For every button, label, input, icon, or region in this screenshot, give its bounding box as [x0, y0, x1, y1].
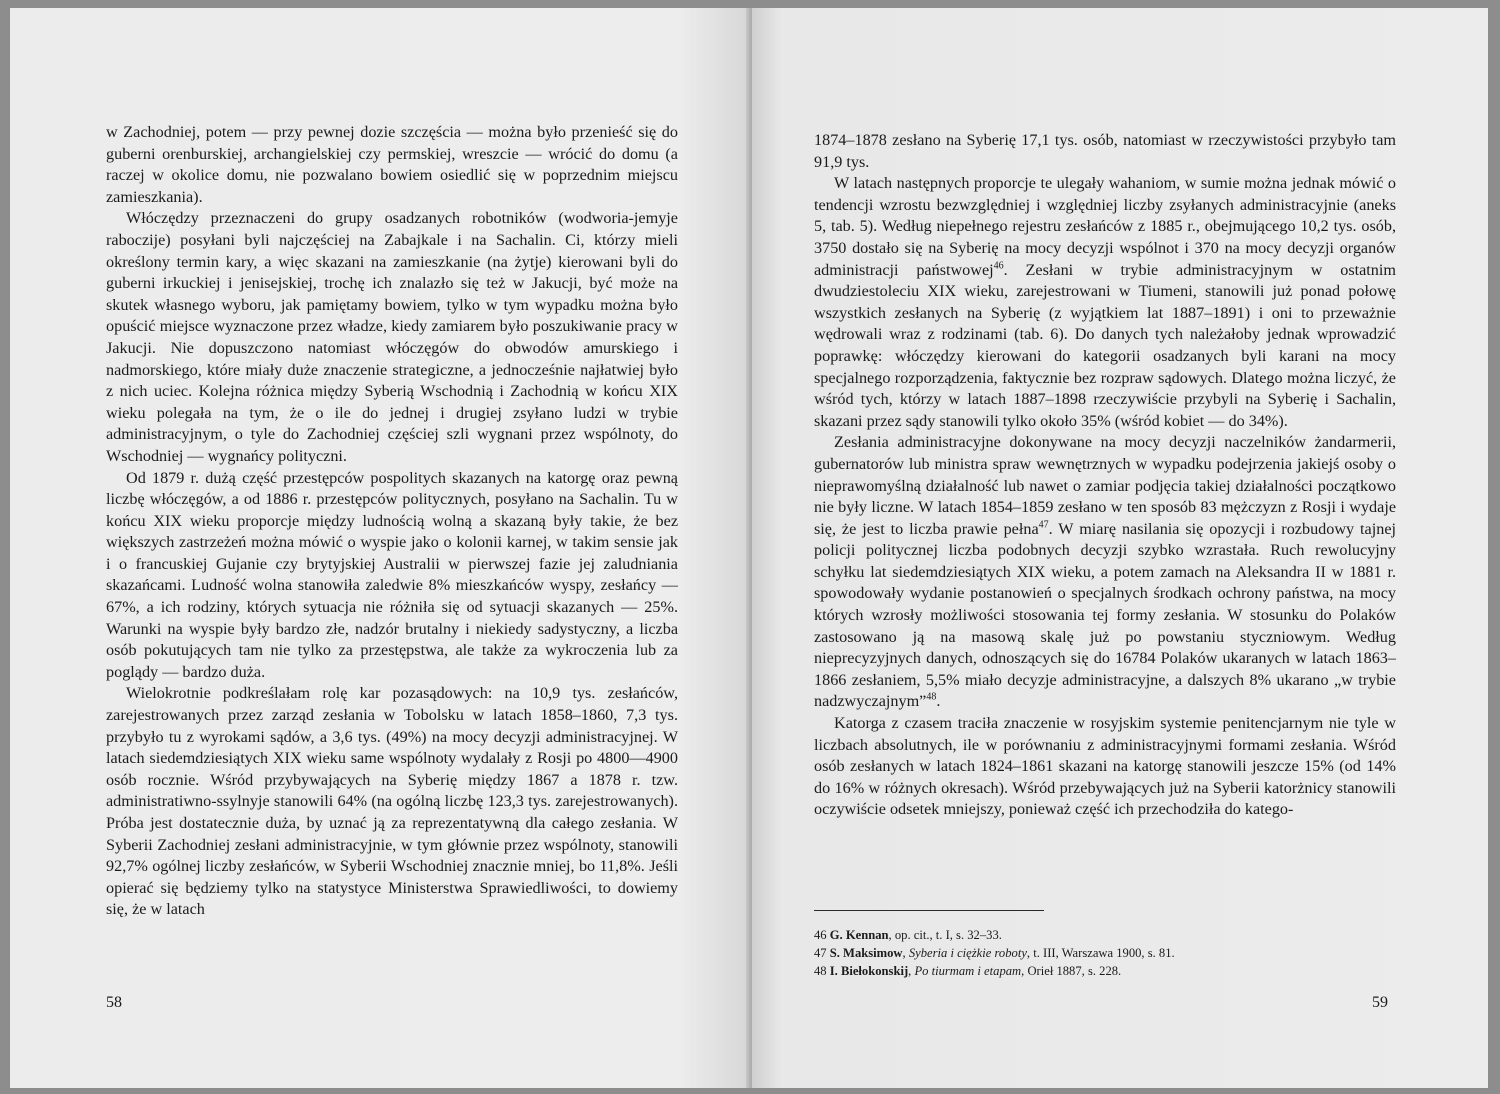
left-page-text	[106, 122, 678, 921]
paragraph-text: W latach następnych proporcje te ulegały wahaniom, w sumie można jednak mówić o tendencji wzrostu bezwzględniej i względniej liczby zsyłanych administracyjnie (aneks 5, tab. 5). Według niepełnego rejestru zesłańców z 1885 r., obejmującego 10,2 tys. osób, 3750 dostało się na Syberię na mocy decyzji wspólnot i 370 na mocy decyzji organów administracji państwowej	[814, 174, 1396, 279]
left-page	[10, 8, 752, 1088]
paragraph-text: . W miarę nasilania się opozycji i rozbudowy tajnej policji politycznej liczba podobnych decyzji szybko wzrastała. Ruch rewolucyjny schyłku lat siedemdziesiątych XIX wieku, a potem zamach na Aleksandra II w 1881 r. spowodowały wydanie postanowień o specjalnych środkach ochrony państwa, na mocy których wzrosły możliwości stosowania tej formy zesłania. W stosunku do Polaków zastosowano ją na masową skalę już po powstaniu styczniowym. Według nieprecyzyjnych danych, odnoszących się do 16784 Polaków ukaranych w latach 1863–1866 zesłaniem, 5,5% miało decyzje administracyjne, a dalszych 8% ukarano „w trybie nadzwyczajnym”	[814, 519, 1396, 711]
footnote-ref: 48	[926, 692, 937, 704]
footnote-title: Syberia i ciężkie roboty	[908, 946, 1027, 960]
footnote-number: 47	[814, 946, 827, 960]
footnote-text: , t. III, Warszawa 1900, s. 81.	[1026, 946, 1175, 960]
paragraph-text: . Zesłani w trybie administracyjnym w ostatnim dwudziestoleciu XIX wieku, zarejestrowani w Tiumeni, stanowili już ponad połowę wszystkich zesłanych na Syberię (z wyjątkiem lat 1887–1891) i oni to przeważnie wędrowali wraz z rodzinami (tab. 6). Do danych tych należałoby jednak wprowadzić poprawkę: włóczędzy kierowani do kategorii osadzanych byli karani na mocy specjalnego rozporządzenia, faktycznie bez rozpraw sądowych. Dlatego można liczyć, że wśród tych, którzy w latach 1887–1898 rzeczywiście przybyli na Syberię i Sachalin, skazani przez sądy stanowili tylko około 35% (wśród kobiet — do 34%).	[814, 260, 1396, 430]
paragraph: Zesłania administracyjne dokonywane na mocy decyzji naczelników żandarmerii, gubernatorów lub ministra spraw wewnętrznych w wypadku podejrzenia jakiejś osoby o nieprawomyślną działalność lub nawet o zamiar podjęcia takiej działalności początkowo nie były liczne. W latach 1854–1859 zesłano w ten sposób 83 mężczyzn z Rosji i wydaje się, że jest to liczba prawie pełna$^{47}$. W miarę nasilania się opozycji i rozbudowy tajnej policji politycznej liczba podobnych decyzji szybko wzrastała. Ruch rewolucyjny schyłku lat siedemdziesiątych XIX wieku, a potem zamach na Aleksandra II w 1881 r. spowodowały wydanie postanowień o specjalnych środkach ochrony państwa, na mocy których wzrosły możliwości stosowania tej formy zesłania. W stosunku do Polaków zastosowano ją na masową skalę już po powstaniu styczniowym. Według nieprecyzyjnych danych, odnoszących się do 16784 Polaków ukaranych w latach 1863–1866 zesłaniem, 5,5% miało decyzje administracyjne, a dalszych 8% ukarano „w trybie nadzwyczajnym”$^{48}$.	[814, 433, 1396, 711]
footnote-author: G. Kennan	[829, 928, 889, 942]
paragraph: Włóczędzy przeznaczeni do grupy osadzanych robotników (wodworia-jemyje raboczije) posyłani byli najczęściej na Zabajkale i na Sachalin. Ci, którzy mieli określony termin kary, a więc skazani na zamieszkanie (na żytje) kierowani byli do guberni irkuckiej i jenisejskiej, trochę ich znalazło się też w Jakucji, być może na skutek własnego wyboru, jak pamiętamy bowiem, tylko w tym wypadku można było opuścić miejsce wyznaczone przez władze, kiedy zamiarem było poszukiwanie pracy w Jakucji. Nie dopuszczono natomiast włóczęgów do obwodów amurskiego i nadmorskiego, które miały duże znaczenie strategiczne, a jednocześnie najłatwiej było z nich uciec. Kolejna różnica między Syberią Wschodnią i Zachodnią w końcu XIX wieku polegała na tym, że o ile do jednej i drugiej zsyłano ludzi w trybie administracyjnym, o tyle do Zachodniej częściej szli wygnani przez wspólnoty, do Wschodniej — wygnańcy polityczni.	[106, 209, 678, 465]
right-page-text	[814, 130, 1396, 821]
paragraph: Od 1879 r. dużą część przestępców pospolitych skazanych na katorgę oraz pewną liczbę włóczęgów, a od 1886 r. przestępców politycznych, posyłano na Sachalin. Tu w końcu XIX wieku proporcje między ludnością wolną a skazaną były takie, że bez większych zastrzeżeń można mówić o wyspie jako o kolonii karnej, w takim sensie jak i o francuskiej Gujanie czy brytyjskiej Australii w pierwszej fazie jej zaludniania skazańcami. Ludność wolna stanowiła zaledwie 8% mieszkańców wyspy, zesłańcy — 67%, a ich rodziny, których sytuacja nie różniła się od sytuacji skazanych — 25%. Warunki na wyspie były bardzo złe, nadzór brutalny i niekiedy sadystyczny, a liczba osób pokutujących tam nie tylko za przestępstwa, ale także za wykroczenia lub za poglądy — bardzo duża.	[106, 468, 678, 681]
footnote-ref: 47	[1038, 519, 1049, 531]
paragraph: Katorga z czasem traciła znaczenie w rosyjskim systemie penitencjarnym nie tyle w liczbach absolutnych, ile w porównaniu z administracyjnymi formami zesłania. Wśród osób zesłanych w latach 1824–1861 skazani na katorgę stanowili jeszcze 15% (od 14% do 16% w różnych okresach). Wśród przebywających już na Syberii katorżnicy stanowili oczywiście odsetek mniejszy, ponieważ część ich przechodziła do katego-	[814, 714, 1396, 819]
footnote-author: S. Maksimow	[829, 946, 903, 960]
page-number-right: 59	[1372, 994, 1388, 1011]
book-spread	[10, 8, 1488, 1088]
footnote-number: 46	[814, 928, 827, 942]
footnote-text: , op. cit., t. I, s. 32–33.	[888, 928, 1002, 942]
paragraph: 1874–1878 zesłano na Syberię 17,1 tys. osób, natomiast w rzeczywistości przybyło tam 91,9 tys.	[814, 131, 1396, 171]
page-number-left: 58	[106, 994, 122, 1011]
paragraph-text: Zesłania administracyjne dokonywane na mocy decyzji naczelników żandarmerii, gubernatorów lub ministra spraw wewnętrznych w wypadku podejrzenia jakiejś osoby o nieprawomyślną działalność lub nawet o zamiar podjęcia takiej działalności początkowo nie były liczne. W latach 1854–1859 zesłano w ten sposób 83 mężczyzn z Rosji i wydaje się, że jest to liczba prawie pełna	[814, 433, 1396, 538]
footnote-title: Po tiurmam i etapam	[914, 964, 1022, 978]
footnote-text: , Orieł 1887, s. 228.	[1021, 964, 1122, 978]
footnote-author: I. Biełokonskij	[829, 964, 909, 978]
footnotes	[814, 926, 1396, 980]
footnote-ref: 46	[993, 260, 1004, 272]
paragraph: Wielokrotnie podkreślałam rolę kar pozasądowych: na 10,9 tys. zesłańców, zarejestrowanych przez zarząd zesłania w Tobolsku w latach 1858–1860, 7,3 tys. przybyło tu z wyrokami sądów, a 3,6 tys. (49%) na mocy decyzji administracyjnej. W latach siedemdziesiątych XIX wieku same wspólnoty wydalały z Rosji po 4800—4900 osób rocznie. Wśród przybywających na Syberię między 1867 a 1878 r. tzw. administratiwno-ssylnyje stanowili 64% (na ogólną liczbę 123,3 tys. zarejestrowanych). Próba jest dostatecznie duża, by uznać ją za reprezentatywną dla całego zesłania. W Syberii Zachodniej zesłani administracyjnie, w tym głównie przez wspólnoty, stanowili 92,7% ogólnej liczby zesłańców, w Syberii Wschodniej znacznie mniej, bo 11,8%. Jeśli opierać się będziemy tylko na statystyce Ministerstwa Sprawiedliwości, to dowiemy się, że w latach	[106, 684, 678, 919]
footnote	[814, 926, 1396, 944]
footnote-number: 48	[814, 964, 827, 978]
footnote: 47 S. Maksimow, Syberia i ciężkie roboty, t. III, Warszawa 1900, s. 81.	[814, 946, 1175, 960]
footnote-rule	[814, 910, 1044, 911]
right-page	[752, 8, 1488, 1088]
footnote: 48 I. Biełokonskij, Po tiurmam i etapam, Orieł 1887, s. 228.	[814, 964, 1122, 978]
paragraph	[814, 173, 1396, 432]
paragraph: w Zachodniej, potem — przy pewnej dozie szczęścia — można było przenieść się do guberni orenburskiej, archangielskiej czy permskiej, wreszcie — wrócić do domu (a raczej w okolice domu, nie pozwalano bowiem osiedlić się w poprzednim miejscu zamieszkania).	[106, 123, 678, 206]
